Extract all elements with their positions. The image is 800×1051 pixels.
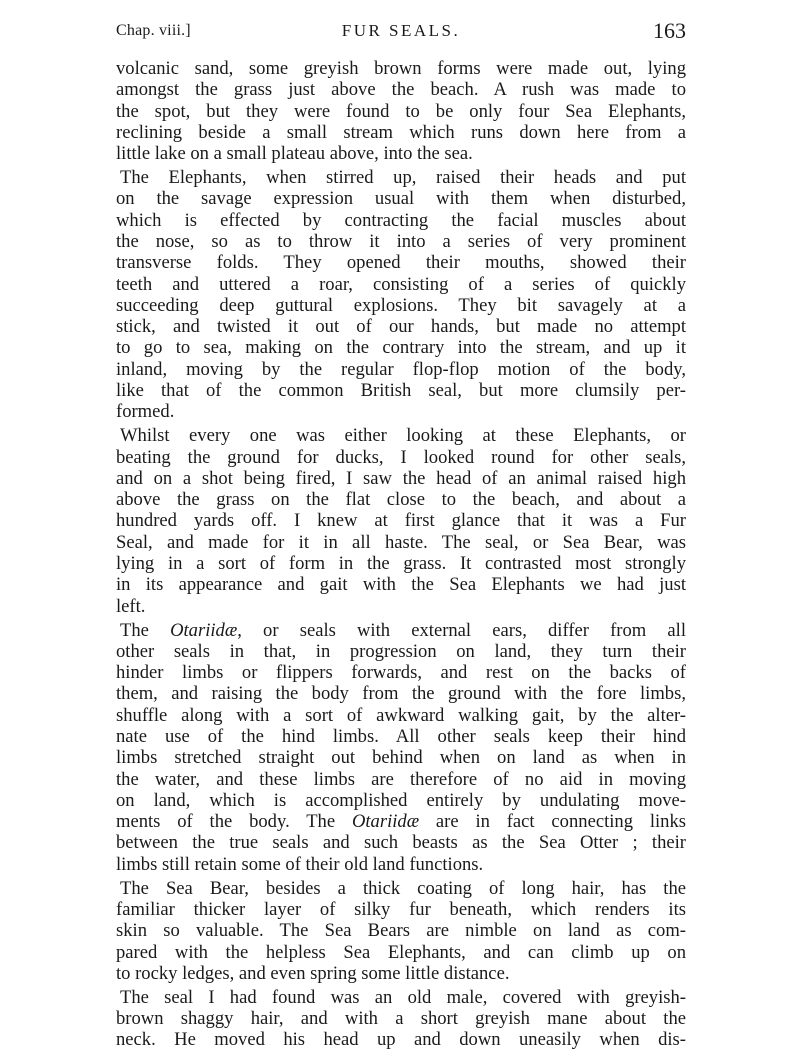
paragraph bbox=[116, 425, 686, 617]
paragraph bbox=[116, 620, 686, 876]
text-line: amongst the grass just above the beach. A rush was made to bbox=[116, 79, 686, 101]
body-text bbox=[116, 58, 686, 1051]
text-line bbox=[116, 811, 686, 832]
text-line: volcanic sand, some greyish brown forms were made out, lying bbox=[116, 58, 686, 79]
running-title: FUR SEALS. bbox=[341, 21, 461, 40]
text-line: hinder limbs or flippers forwards, and rest on the backs of bbox=[116, 662, 686, 684]
text-line: The Sea Bear, besides a thick coating of long hair, has the bbox=[120, 877, 686, 899]
text-line: between the true seals and such beasts as the Sea Otter ; their bbox=[116, 832, 686, 854]
text-line: limbs still retain some of their old land functions. bbox=[116, 853, 484, 875]
text-line: little lake on a small plateau above, into the sea. bbox=[116, 143, 473, 165]
paragraph bbox=[116, 58, 686, 164]
italic-term: Otariidæ bbox=[170, 619, 238, 641]
page-number: 163 bbox=[653, 18, 686, 43]
text-line: in its appearance and gait with the Sea Elephants we had just bbox=[116, 574, 686, 596]
text-line: nate use of the hind limbs. All other seals keep their hind bbox=[116, 725, 686, 747]
text-line: to go to sea, making on the contrary into the stream, and up it bbox=[116, 337, 686, 359]
text-line: Seal, and made for it in all haste. The seal, or Sea Bear, was bbox=[116, 531, 686, 553]
text-line: above the grass on the flat close to the beach, and about a bbox=[116, 489, 686, 511]
italic-term: Otariidæ bbox=[351, 811, 420, 833]
text-line: to rocky ledges, and even spring some little distance. bbox=[116, 962, 510, 984]
text-line: left. bbox=[116, 595, 146, 617]
text-line: beating the ground for ducks, I looked round for other seals, bbox=[116, 446, 686, 468]
text-line: them, and raising the body from the ground with the fore limbs, bbox=[116, 683, 686, 705]
text-segment: The bbox=[120, 619, 171, 641]
text-line: brown shaggy hair, and with a short greyish mane about the bbox=[116, 1008, 686, 1030]
text-line bbox=[116, 620, 686, 641]
text-line: The seal I had found was an old male, covered with greyish- bbox=[120, 986, 686, 1008]
text-line: the spot, but they were found to be only four Sea Elephants, bbox=[116, 100, 686, 122]
text-line: the water, and these limbs are therefore of no aid in moving bbox=[116, 768, 686, 790]
paragraph bbox=[116, 167, 686, 423]
text-line: inland, moving by the regular flop-flop motion of the body, bbox=[116, 358, 686, 380]
text-line: shuffle along with a sort of awkward walking gait, by the alter- bbox=[116, 704, 686, 726]
text-line: other seals in that, in progression on land, they turn their bbox=[116, 640, 686, 662]
paragraph bbox=[116, 987, 686, 1051]
text-line: reclining beside a small stream which runs down here from a bbox=[116, 121, 686, 143]
chapter-label: Chap. viii.] bbox=[116, 22, 191, 39]
text-line: lying in a sort of form in the grass. It contrasted most strongly bbox=[116, 553, 686, 575]
text-line: neck. He moved his head up and down uneasily when dis- bbox=[116, 1029, 686, 1051]
text-line: limbs stretched straight out behind when on land as when in bbox=[116, 747, 686, 769]
text-line: pared with the helpless Sea Elephants, and can climb up on bbox=[116, 941, 686, 963]
text-line: and on a shot being fired, I saw the head of an animal raised high bbox=[116, 467, 686, 489]
text-segment: , or seals with external ears, differ from all bbox=[237, 619, 686, 641]
text-line: on land, which is accomplished entirely by undulating move- bbox=[116, 789, 686, 811]
text-line: which is effected by contracting the facial muscles about bbox=[116, 209, 686, 231]
text-line: familiar thicker layer of silky fur beneath, which renders its bbox=[116, 898, 686, 920]
paragraph bbox=[116, 878, 686, 984]
text-line: like that of the common British seal, but more clumsily per- bbox=[116, 380, 686, 402]
text-line: the nose, so as to throw it into a series of very prominent bbox=[116, 230, 686, 252]
text-line: skin so valuable. The Sea Bears are nimble on land as com- bbox=[116, 920, 686, 942]
text-line: teeth and uttered a roar, consisting of a series of quickly bbox=[116, 273, 686, 295]
text-line: transverse folds. They opened their mouths, showed their bbox=[116, 252, 686, 274]
text-line: Whilst every one was either looking at these Elephants, or bbox=[120, 425, 686, 447]
text-line: The Elephants, when stirred up, raised their heads and put bbox=[120, 167, 686, 189]
text-line: on the savage expression usual with them when disturbed, bbox=[116, 188, 686, 210]
text-line: succeeding deep guttural explosions. They bit savagely at a bbox=[116, 294, 686, 316]
text-line: formed. bbox=[116, 401, 175, 423]
text-segment: ments of the body. The bbox=[116, 811, 352, 833]
text-line: stick, and twisted it out of our hands, but made no attempt bbox=[116, 316, 686, 338]
running-head bbox=[116, 18, 686, 46]
text-line: hundred yards off. I knew at first glance that it was a Fur bbox=[116, 510, 686, 532]
text-segment: are in fact connecting links bbox=[419, 811, 686, 833]
